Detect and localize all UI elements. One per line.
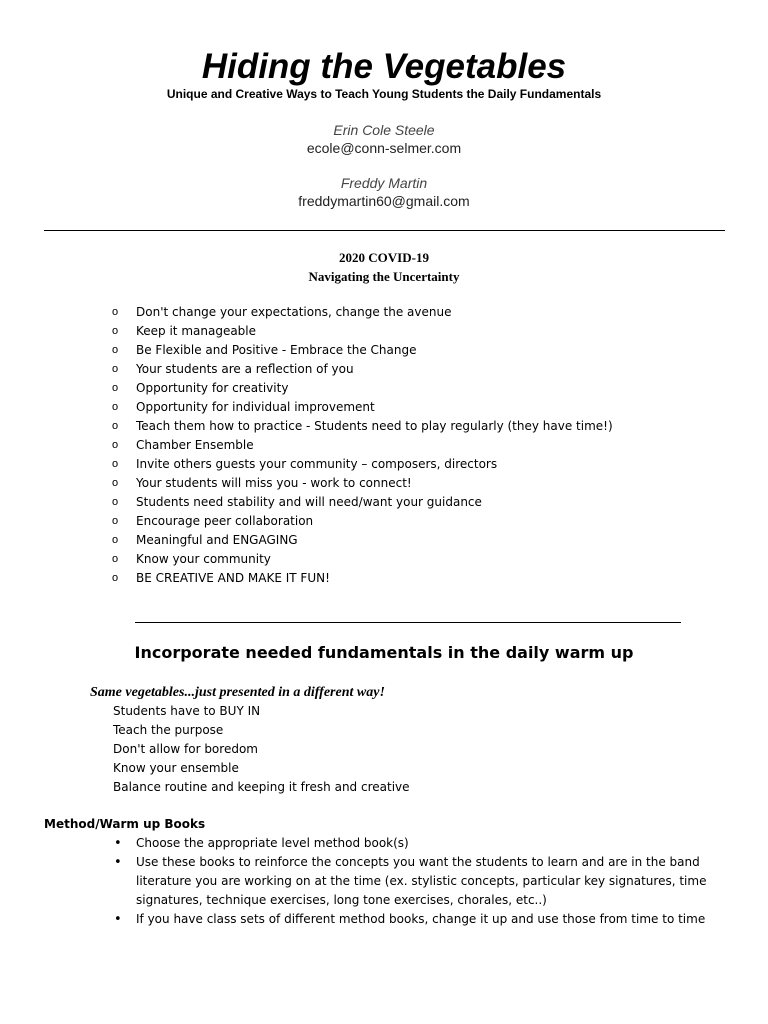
circle-bullet-icon: o bbox=[112, 344, 119, 356]
list-item: o Teach them how to practice - Students need to play regularly (they have time!) bbox=[0, 417, 768, 436]
list-item: o Invite others guests your community – composers, directors bbox=[0, 455, 768, 474]
list-item: Teach the purpose bbox=[113, 723, 224, 737]
list-item: • Choose the appropriate level method book(s) bbox=[114, 836, 409, 851]
circle-bullet-icon: o bbox=[112, 496, 119, 508]
circle-bullet-icon: o bbox=[112, 363, 119, 375]
list-item: o Be Flexible and Positive - Embrace the Change bbox=[0, 341, 768, 360]
circle-bullet-icon: o bbox=[112, 401, 119, 413]
circle-bullet-icon: o bbox=[112, 458, 119, 470]
circle-bullet-icon: o bbox=[112, 572, 119, 584]
list-item: o Know your community bbox=[0, 550, 768, 569]
circle-bullet-icon: o bbox=[112, 534, 119, 546]
list-item: Balance routine and keeping it fresh and creative bbox=[113, 780, 410, 794]
section-divider bbox=[135, 612, 681, 623]
list-item: o Students need stability and will need/want your guidance bbox=[0, 493, 768, 512]
list-item: o Your students are a reflection of you bbox=[0, 360, 768, 379]
covid-bullet-list bbox=[0, 303, 768, 588]
document-title: Hiding the Vegetables bbox=[201, 47, 567, 86]
circle-bullet-icon: o bbox=[112, 420, 119, 432]
list-item: • If you have class sets of different method books, change it up and use those from time to time bbox=[114, 912, 706, 927]
list-item: o Opportunity for creativity bbox=[0, 379, 768, 398]
author-name: Freddy Martin bbox=[340, 175, 428, 191]
list-item: Don't allow for boredom bbox=[113, 742, 258, 756]
list-item: o Keep it manageable bbox=[0, 322, 768, 341]
covid-subheading: Navigating the Uncertainty bbox=[308, 269, 460, 284]
author-name: Erin Cole Steele bbox=[333, 122, 435, 138]
warmup-heading: Incorporate needed fundamentals in the daily warm up bbox=[134, 643, 634, 662]
warmup-list bbox=[113, 702, 410, 797]
author-email: freddymartin60@gmail.com bbox=[298, 193, 470, 209]
circle-bullet-icon: o bbox=[112, 515, 119, 527]
bullet-icon: • bbox=[114, 836, 122, 851]
list-item: o Chamber Ensemble bbox=[0, 436, 768, 455]
document-subtitle: Unique and Creative Ways to Teach Young Students the Daily Fundamentals bbox=[166, 87, 602, 101]
circle-bullet-icon: o bbox=[112, 382, 119, 394]
horizontal-rule bbox=[44, 230, 725, 231]
author-email: ecole@conn-selmer.com bbox=[306, 140, 462, 156]
list-item: Students have to BUY IN bbox=[113, 704, 261, 718]
method-heading: Method/Warm up Books bbox=[44, 817, 206, 831]
warmup-tagline: Same vegetables...just presented in a different way! bbox=[90, 685, 385, 700]
circle-bullet-icon: o bbox=[112, 325, 119, 337]
list-item: o Meaningful and ENGAGING bbox=[0, 531, 768, 550]
circle-bullet-icon: o bbox=[112, 439, 119, 451]
list-item: o Opportunity for individual improvement bbox=[0, 398, 768, 417]
circle-bullet-icon: o bbox=[112, 553, 119, 565]
list-item: o BE CREATIVE AND MAKE IT FUN! bbox=[0, 569, 768, 588]
list-item: o Don't change your expectations, change the avenue bbox=[0, 303, 768, 322]
list-item: Know your ensemble bbox=[113, 761, 239, 775]
circle-bullet-icon: o bbox=[112, 306, 119, 318]
list-item: • Use these books to reinforce the concepts you want the students to learn and are in the band literature you are working on at the time (ex. stylistic concepts, particular key signatures, time signatures, technique exercises, long tone exercises, chorales, etc..) bbox=[114, 855, 707, 907]
list-item: o Your students will miss you - work to connect! bbox=[0, 474, 768, 493]
method-bullet-list bbox=[0, 834, 768, 929]
bullet-icon: • bbox=[114, 912, 122, 927]
list-item: o Encourage peer collaboration bbox=[0, 512, 768, 531]
covid-heading: 2020 COVID-19 bbox=[339, 250, 429, 265]
circle-bullet-icon: o bbox=[112, 477, 119, 489]
bullet-icon: • bbox=[114, 855, 122, 870]
